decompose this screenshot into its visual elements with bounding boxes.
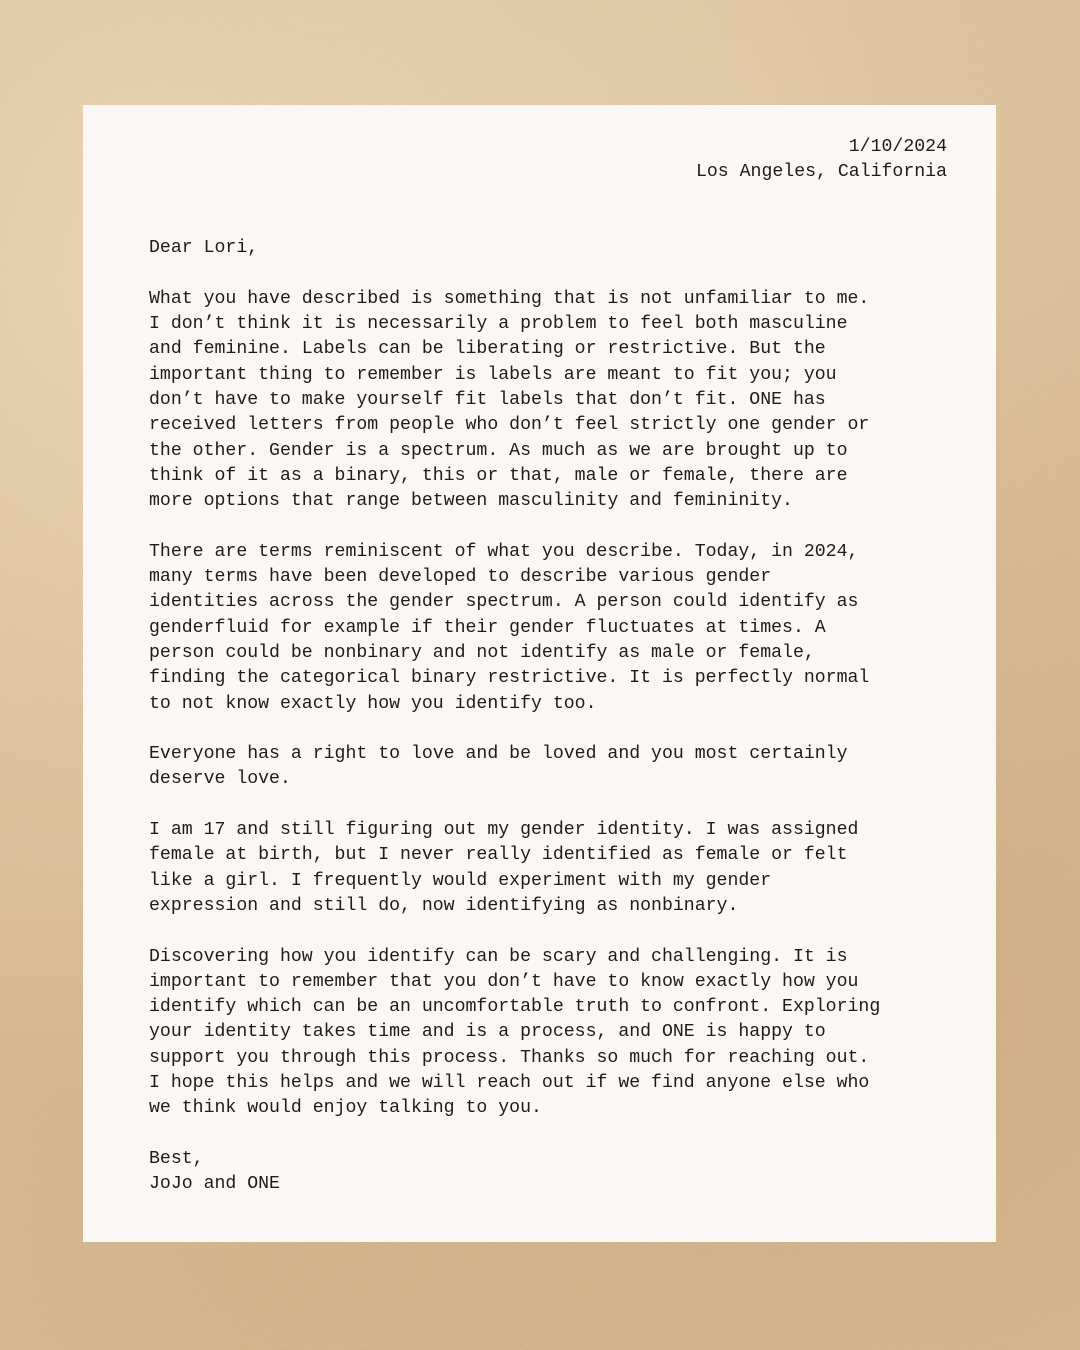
paragraph-line: more options that range between masculinity and femininity. [149,491,793,512]
paragraph-line: to not know exactly how you identify too. [149,693,597,714]
paragraph-line: we think would enjoy talking to you. [149,1098,542,1119]
paragraph-line: don’t have to make yourself fit labels that don’t fit. ONE has [149,389,826,410]
paragraph-line: expression and still do, now identifying as nonbinary. [149,895,739,916]
paragraph-line: I hope this helps and we will reach out if we find anyone else who [149,1072,870,1093]
letter-paragraph [149,540,947,717]
salutation: Dear Lori, [149,238,259,259]
letter-header [149,135,947,186]
paragraph-line: identities across the gender spectrum. A person could identify as [149,592,859,613]
paragraph-line: female at birth, but I never really identified as female or felt [149,845,848,866]
letter-paragraph [149,818,947,919]
paragraph-line: many terms have been developed to describe various gender [149,567,772,588]
paragraph-line: the other. Gender is a spectrum. As much as we are brought up to [149,440,848,461]
paragraph-line: person could be nonbinary and not identify as male or female, [149,642,815,663]
letter-paragraph [149,287,947,515]
paragraph-line: received letters from people who don’t feel strictly one gender or [149,415,870,436]
paragraph-line: There are terms reminiscent of what you describe. Today, in 2024, [149,541,859,562]
letter-paragraph [149,945,947,1122]
letter-closing [149,1147,947,1198]
letter-paper [83,105,996,1242]
paragraph-line: and feminine. Labels can be liberating or restrictive. But the [149,339,826,360]
paragraph-line: What you have described is something that is not unfamiliar to me. [149,288,870,309]
paragraph-line: I don’t think it is necessarily a problem to feel both masculine [149,314,848,335]
paragraph-line: I am 17 and still figuring out my gender identity. I was assigned [149,820,859,841]
closing-phrase: Best, [149,1148,204,1169]
paragraph-line: support you through this process. Thanks so much for reaching out. [149,1047,870,1068]
paragraph-line: important thing to remember is labels are meant to fit you; you [149,364,837,385]
paragraph-line: genderfluid for example if their gender fluctuates at times. A [149,617,826,638]
paragraph-line: deserve love. [149,769,291,790]
letter-paragraph [149,742,947,793]
paragraph-line: Discovering how you identify can be scary and challenging. It is [149,946,848,967]
paragraph-line: finding the categorical binary restrictive. It is perfectly normal [149,668,870,689]
paragraph-line: your identity takes time and is a process, and ONE is happy to [149,1022,826,1043]
paragraph-line: important to remember that you don’t have to know exactly how you [149,971,859,992]
letter-body [149,287,947,1122]
paragraph-line: identify which can be an uncomfortable truth to confront. Exploring [149,997,881,1018]
paragraph-line: think of it as a binary, this or that, male or female, there are [149,465,848,486]
paragraph-line: Everyone has a right to love and be loved and you most certainly [149,744,848,765]
signature: JoJo and ONE [149,1174,280,1195]
letter-date: 1/10/2024 [848,137,947,157]
letter-location: Los Angeles, California [695,162,947,183]
paragraph-line: like a girl. I frequently would experiment with my gender [149,870,772,891]
